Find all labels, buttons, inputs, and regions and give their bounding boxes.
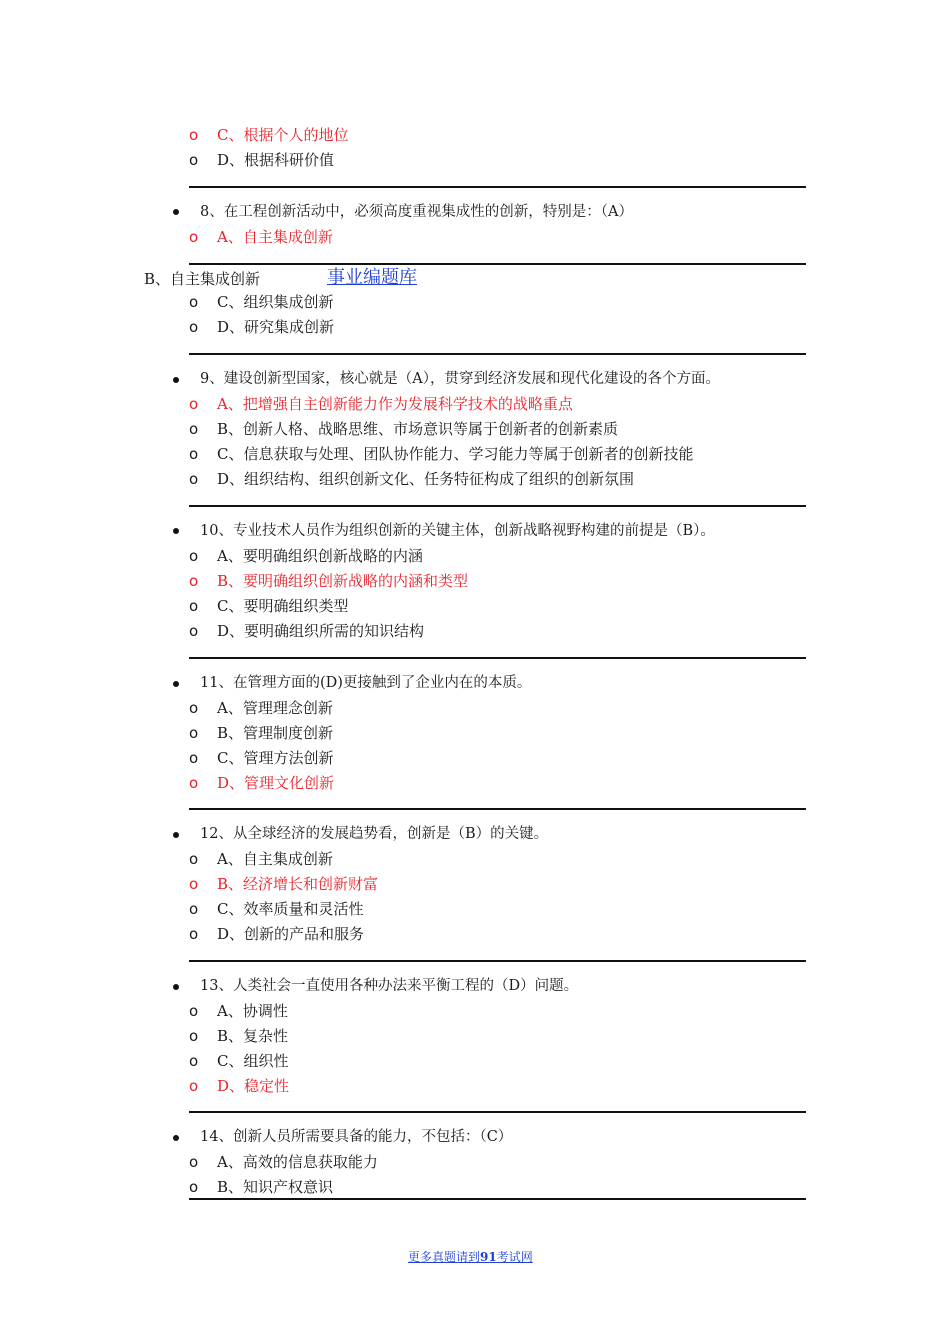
option-bullet: o <box>189 774 199 792</box>
separator-line <box>189 186 806 188</box>
q8-question: 8、在工程创新活动中，必须高度重视集成性的创新，特别是：（A） <box>200 204 633 220</box>
q10-question: 10、专业技术人员作为组织创新的关键主体，创新战略视野构建的前提是（B）。 <box>200 523 715 539</box>
footer-link-pre: 更多真题请到 <box>408 1250 481 1264</box>
option-bullet: o <box>189 445 199 463</box>
separator-line <box>189 1111 806 1113</box>
option-bullet: o <box>189 151 199 169</box>
q13-option-b: B、复杂性 <box>217 1027 289 1045</box>
q7-option-d: D、根据科研价值 <box>217 151 335 169</box>
q8-option-c: C、组织集成创新 <box>217 293 334 311</box>
question-bullet <box>173 1135 179 1141</box>
q13-option-d-answer: D、稳定性 <box>217 1077 290 1095</box>
q13-option-a: A、协调性 <box>217 1002 288 1020</box>
q14-option-a: A、高效的信息获取能力 <box>217 1153 378 1171</box>
option-bullet: o <box>189 925 199 943</box>
q12-option-a: A、自主集成创新 <box>217 850 333 868</box>
q12-option-b-answer: B、经济增长和创新财富 <box>217 875 379 893</box>
question-bullet <box>173 528 179 534</box>
footer-link-number: 91 <box>480 1250 497 1264</box>
q11-option-d-answer: D、管理文化创新 <box>217 774 335 792</box>
q12-option-d: D、创新的产品和服务 <box>217 925 365 943</box>
q10-option-b-answer: B、要明确组织创新战略的内涵和类型 <box>217 572 469 590</box>
q9-option-b: B、创新人格、战略思维、市场意识等属于创新者的创新素质 <box>217 420 619 438</box>
question-bullet <box>173 681 179 687</box>
question-bullet <box>173 832 179 838</box>
footer-link-post: 考试网 <box>496 1250 533 1264</box>
footer-link[interactable] <box>408 1249 533 1265</box>
option-bullet: o <box>189 1002 199 1020</box>
option-bullet: o <box>189 318 199 336</box>
q9-question: 9、建设创新型国家，核心就是（A），贯穿到经济发展和现代化建设的各个方面。 <box>200 371 720 387</box>
option-bullet: o <box>189 1052 199 1070</box>
option-bullet: o <box>189 420 199 438</box>
option-bullet: o <box>189 126 199 144</box>
q8-option-d: D、研究集成创新 <box>217 318 335 336</box>
question-bullet <box>173 209 179 215</box>
option-bullet: o <box>189 1178 199 1196</box>
q10-option-c: C、要明确组织类型 <box>217 597 349 615</box>
option-bullet: o <box>189 749 199 767</box>
option-bullet: o <box>189 547 199 565</box>
option-bullet: o <box>189 850 199 868</box>
question-bullet <box>173 984 179 990</box>
q11-option-a: A、管理理念创新 <box>217 699 333 717</box>
option-bullet: o <box>189 622 199 640</box>
ad-link[interactable]: 事业编题库 <box>327 267 417 288</box>
option-bullet: o <box>189 597 199 615</box>
q12-question: 12、从全球经济的发展趋势看，创新是（B）的关键。 <box>200 826 549 842</box>
q13-question: 13、人类社会一直使用各种办法来平衡工程的（D）问题。 <box>200 978 579 994</box>
q11-option-b: B、管理制度创新 <box>217 724 334 742</box>
q8-option-a-answer: A、自主集成创新 <box>217 228 333 246</box>
q10-option-d: D、要明确组织所需的知识结构 <box>217 622 425 640</box>
option-bullet: o <box>189 699 199 717</box>
option-bullet: o <box>189 875 199 893</box>
option-bullet: o <box>189 724 199 742</box>
option-bullet: o <box>189 1077 199 1095</box>
option-bullet: o <box>189 228 199 246</box>
separator-line <box>189 960 806 962</box>
q7-option-c-answer: C、根据个人的地位 <box>217 126 349 144</box>
q11-option-c: C、管理方法创新 <box>217 749 334 767</box>
q9-option-a-answer: A、把增强自主创新能力作为发展科学技术的战略重点 <box>217 395 573 413</box>
separator-line <box>189 657 806 659</box>
q11-question: 11、在管理方面的(D)更接触到了企业内在的本质。 <box>200 675 532 691</box>
option-bullet: o <box>189 572 199 590</box>
option-bullet: o <box>189 1153 199 1171</box>
option-bullet: o <box>189 395 199 413</box>
separator-line <box>189 1198 806 1200</box>
q9-option-d: D、组织结构、组织创新文化、任务特征构成了组织的创新氛围 <box>217 470 635 488</box>
q9-option-c: C、信息获取与处理、团队协作能力、学习能力等属于创新者的创新技能 <box>217 445 694 463</box>
separator-line <box>189 808 806 810</box>
option-bullet: o <box>189 900 199 918</box>
separator-line <box>189 505 806 507</box>
separator-line <box>189 263 806 265</box>
q10-option-a: A、要明确组织创新战略的内涵 <box>217 547 423 565</box>
separator-line <box>189 353 806 355</box>
q14-option-b: B、知识产权意识 <box>217 1178 334 1196</box>
option-bullet: o <box>189 1027 199 1045</box>
question-bullet <box>173 377 179 383</box>
q8-option-b: B、自主集成创新 <box>144 270 261 288</box>
q14-question: 14、创新人员所需要具备的能力，不包括：（C） <box>200 1129 513 1145</box>
q13-option-c: C、组织性 <box>217 1052 289 1070</box>
option-bullet: o <box>189 293 199 311</box>
q12-option-c: C、效率质量和灵活性 <box>217 900 364 918</box>
option-bullet: o <box>189 470 199 488</box>
